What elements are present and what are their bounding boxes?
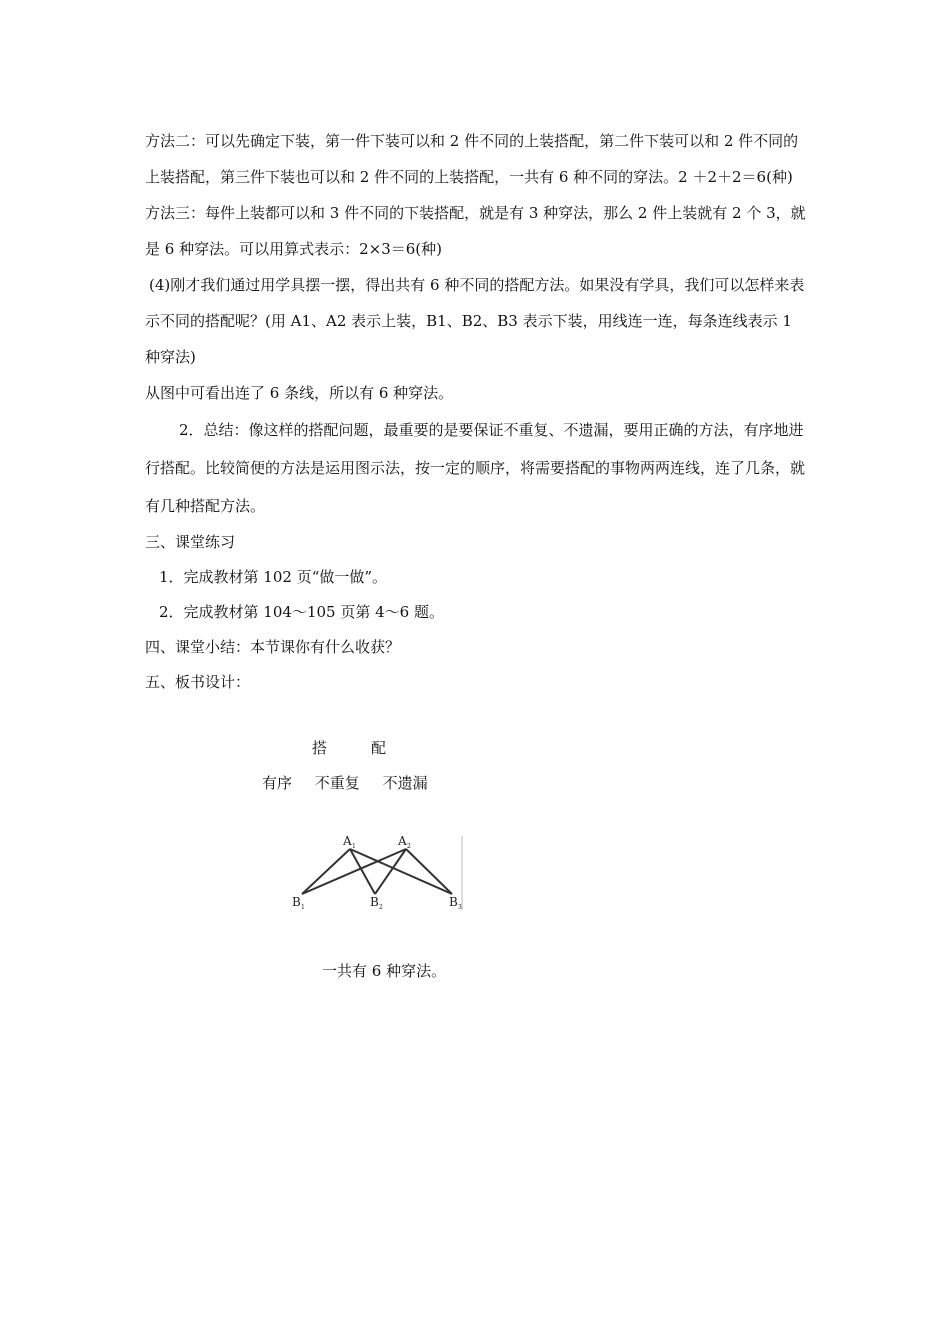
node-a2 (397, 834, 411, 850)
board-title-left: 搭 (312, 739, 328, 757)
node-b2-letter: B (370, 895, 379, 909)
node-a2-subscript: 2 (407, 843, 411, 850)
document-body (145, 123, 810, 700)
paragraph-method-two: 方法二：可以先确定下装，第一件下装可以和 2 件不同的上装搭配，第二件下装可以和 2 件不同的上装搭配，第三件下装也可以和 2 件不同的上装搭配，一共有 6 种不同的穿法。2 ＋2＋2＝6(种) (145, 132, 799, 186)
matching-diagram (288, 828, 468, 913)
node-b3-letter: B (449, 895, 458, 909)
list-item-practice-2: 2．完成教材第 104～105 页第 4～6 题。 (159, 603, 444, 621)
paragraph-six-lines: 从图中可看出连了 6 条线，所以有 6 种穿法。 (145, 384, 454, 402)
node-b1-letter: B (292, 895, 301, 909)
node-b3 (449, 895, 462, 911)
board-title-right: 配 (371, 739, 387, 757)
connector-a2-b3 (406, 849, 452, 894)
board-sub-no-repeat: 不重复 (314, 774, 360, 792)
connector-a1-b1 (302, 849, 350, 894)
node-b2-subscript: 2 (379, 904, 383, 911)
node-b1 (292, 895, 305, 911)
board-sub-no-omit: 不遗漏 (382, 774, 428, 792)
board-subtitle (262, 772, 446, 793)
node-b2 (370, 895, 383, 911)
node-a1-subscript: 1 (352, 843, 356, 850)
heading-class-practice: 三、课堂练习 (145, 533, 236, 551)
board-title (312, 737, 386, 758)
paragraph-step-four: (4)刚才我们通过用学具摆一摆，得出共有 6 种不同的搭配方法。如果没有学具，我们可以怎样来表示不同的搭配呢？(用 A1、A2 表示上装，B1、B2、B3 表示下装，用线连一连，每条连线表示 1 种穿法) (145, 276, 805, 366)
node-a1 (342, 834, 356, 850)
node-a2-letter: A (398, 834, 407, 848)
node-a1-letter: A (343, 834, 352, 848)
board-caption: 一共有 6 种穿法。 (322, 962, 447, 980)
board-sub-ordered: 有序 (262, 774, 293, 792)
paragraph-method-three: 方法三：每件上装都可以和 3 件不同的下装搭配，就是有 3 种穿法，那么 2 件上装就有 2 个 3，就是 6 种穿法。可以用算式表示：2×3＝6(种) (145, 204, 806, 258)
heading-class-summary: 四、课堂小结：本节课你有什么收获？ (145, 638, 401, 656)
node-b1-subscript: 1 (301, 904, 305, 911)
heading-board-design: 五、板书设计： (145, 673, 251, 691)
list-item-practice-1: 1．完成教材第 102 页“做一做”。 (159, 568, 388, 586)
node-b3-subscript: 3 (458, 904, 462, 911)
paragraph-summary: 2．总结：像这样的搭配问题，最重要的是要保证不重复、不遗漏，要用正确的方法，有序地进行搭配。比较简便的方法是运用图示法，按一定的顺序，将需要搭配的事物两两连线，连了几条，就有几种搭配方法。 (145, 421, 806, 515)
